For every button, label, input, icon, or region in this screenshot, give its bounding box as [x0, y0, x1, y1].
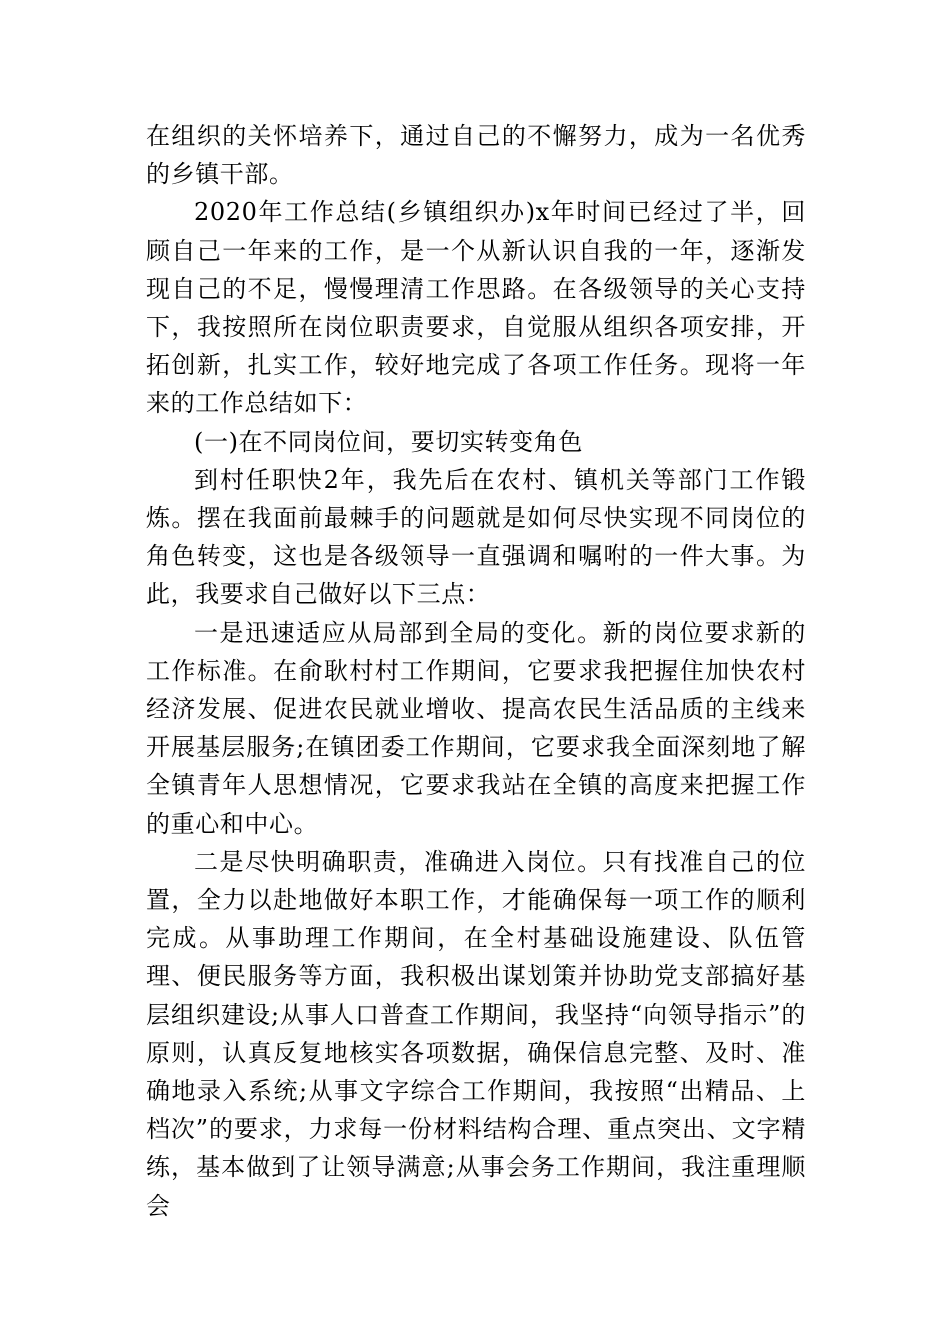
paragraph-3: 到村任职快2年，我先后在农村、镇机关等部门工作锻炼。摆在我面前最棘手的问题就是如何尽快实现不同岗位的角色转变，这也是各级领导一直强调和嘱咐的一件大事。为此，我要求自己做好以下三点： — [146, 465, 806, 609]
paragraph-5: 二是尽快明确职责，准确进入岗位。只有找准自己的位置，全力以赴地做好本职工作，才能确保每一项工作的顺利完成。从事助理工作期间，在全村基础设施建设、队伍管理、便民服务等方面，我积极出谋划策并协助党支部搞好基层组织建设;从事人口普查工作期间，我坚持“向领导指示”的原则，认真反复地核实各项数据，确保信息完整、及时、准确地录入系统;从事文字综合工作期间，我按照“出精品、上档次”的要求，力求每一份材料结构合理、重点突出、文字精练，基本做到了让领导满意;从事会务工作期间，我注重理顺会 — [146, 847, 806, 1220]
document-body — [146, 117, 806, 1225]
paragraph-1: 在组织的关怀培养下，通过自己的不懈努力，成为一名优秀的乡镇干部。 — [146, 122, 806, 189]
paragraph-4: 一是迅速适应从局部到全局的变化。新的岗位要求新的工作标准。在俞耿村村工作期间，它要求我把握住加快农村经济发展、促进农民就业增收、提高农民生活品质的主线来开展基层服务;在镇团委工作期间，它要求我全面深刻地了解全镇青年人思想情况，它要求我站在全镇的高度来把握工作的重心和中心。 — [146, 618, 806, 838]
paragraph-2: 2020年工作总结(乡镇组织办)x年时间已经过了半，回顾自己一年来的工作，是一个从新认识自我的一年，逐渐发现自己的不足，慢慢理清工作思路。在各级领导的关心支持下，我按照所在岗位职责要求，自觉服从组织各项安排，开拓创新，扎实工作，较好地完成了各项工作任务。现将一年来的工作总结如下： — [146, 198, 806, 418]
section-heading: (一)在不同岗位间，要切实转变角色 — [194, 427, 583, 456]
